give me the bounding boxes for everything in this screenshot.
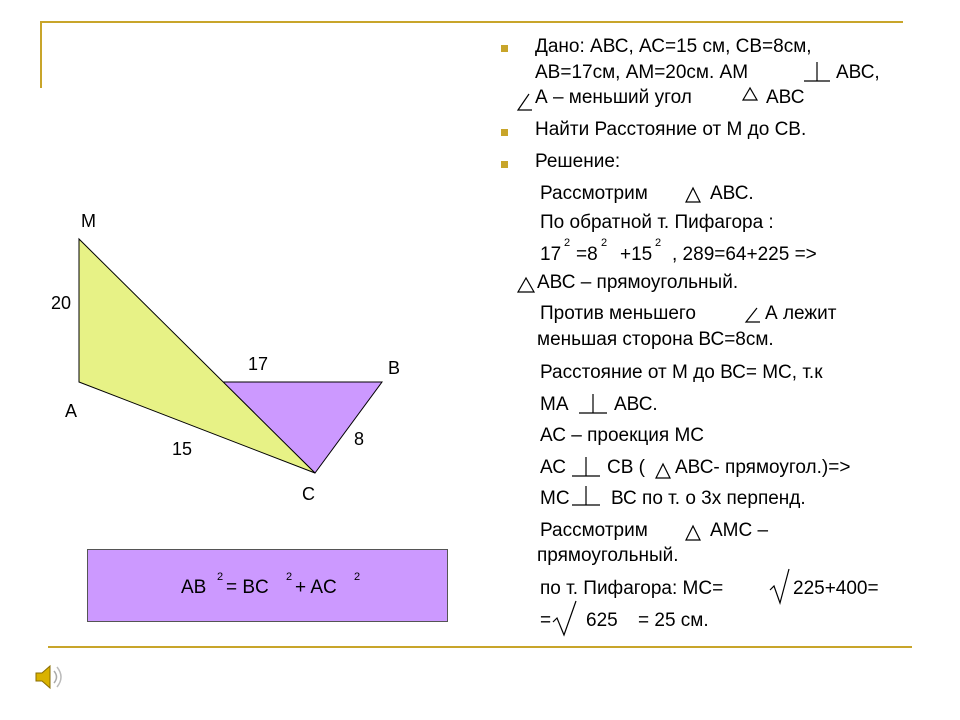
solution-mc-b: ВС по т. о 3х перпенд. xyxy=(611,488,806,509)
formula-ac: + AC xyxy=(295,577,337,598)
given-line-2a: АВ=17см, АМ=20см. АМ xyxy=(535,62,749,83)
vertex-label-a: A xyxy=(65,401,78,421)
formula-exp-3: 2 xyxy=(354,571,361,583)
triangle-symbol xyxy=(741,86,759,102)
solution-result-c: = 25 см. xyxy=(638,610,709,631)
angle-symbol xyxy=(743,306,761,324)
solution-inverse-pythagoras: По обратной т. Пифагора : xyxy=(540,212,774,233)
task-text: Найти Расстояние от М до СВ. xyxy=(535,119,807,140)
square-root-symbol xyxy=(552,600,578,638)
solution-ac-b: СВ ( xyxy=(607,457,645,478)
formula-bc: = BC xyxy=(226,577,269,598)
bullet-given xyxy=(501,45,508,52)
solution-result-a: = xyxy=(540,610,552,631)
solution-consider-1a: Рассмотрим xyxy=(540,183,648,204)
side-label-bc: 8 xyxy=(354,429,365,449)
solution-consider-1b: АВС. xyxy=(710,183,754,204)
solution-eq-exp-3: 2 xyxy=(655,237,662,249)
solution-ac-c: АВС- прямоугол.)=> xyxy=(675,457,851,478)
bullet-task xyxy=(501,129,508,136)
solution-smaller-side: меньшая сторона ВС=8см. xyxy=(537,329,774,350)
side-label-ac: 15 xyxy=(172,439,193,459)
given-line-2b: АВС, xyxy=(836,62,880,83)
triangle-symbol xyxy=(516,276,536,294)
solution-eq-exp-2: 2 xyxy=(601,237,608,249)
given-line-1: Дано: АВС, АС=15 см, СВ=8см, xyxy=(535,36,812,57)
solution-ac-a: АС xyxy=(540,457,566,478)
solution-right-triangle: АВС – прямоугольный. xyxy=(537,272,739,293)
formula-exp-2: 2 xyxy=(286,571,293,583)
triangle-symbol xyxy=(654,462,672,480)
formula-exp-1: 2 xyxy=(217,571,224,583)
solution-pythagoras-b: 225+400= xyxy=(793,578,879,599)
solution-opposite-b: А лежит xyxy=(765,303,837,324)
side-label-ab: 17 xyxy=(248,354,269,374)
solution-consider-2a: Рассмотрим xyxy=(540,520,648,541)
formula-box xyxy=(87,549,448,622)
square-root-symbol xyxy=(769,568,791,606)
vertex-label-m: M xyxy=(81,211,96,231)
side-label-am: 20 xyxy=(51,293,72,313)
angle-symbol xyxy=(515,92,533,112)
given-line-3b: АВС xyxy=(766,87,805,108)
triangle-amc xyxy=(79,239,315,473)
triangle-symbol xyxy=(684,186,702,204)
solution-projection: АС – проекция МС xyxy=(540,425,705,446)
triangle-symbol xyxy=(684,524,702,542)
solution-result-b: 625 xyxy=(586,610,618,631)
perpendicular-symbol xyxy=(802,60,832,84)
given-line-3a: А – меньший угол xyxy=(535,87,692,108)
solution-ma-a: МА xyxy=(540,394,569,415)
bullet-solution xyxy=(501,161,508,168)
solution-eq-17: 17 xyxy=(540,244,562,265)
solution-eq-15: +15 xyxy=(620,244,653,265)
solution-distance: Расстояние от М до ВС= МС, т.к xyxy=(540,362,823,383)
solution-eq-rest: , 289=64+225 => xyxy=(672,244,817,265)
vertex-label-c: C xyxy=(302,484,315,504)
perpendicular-symbol xyxy=(570,484,602,508)
solution-opposite-a: Против меньшего xyxy=(540,303,696,324)
perpendicular-symbol xyxy=(577,392,609,416)
speaker-icon[interactable] xyxy=(32,662,68,692)
solution-pythagoras-a: по т. Пифагора: МС= xyxy=(540,578,724,599)
solution-eq-8: =8 xyxy=(576,244,598,265)
vertex-label-b: B xyxy=(388,358,401,378)
solution-mc-a: МС xyxy=(540,488,570,509)
solution-ma-b: АВС. xyxy=(614,394,658,415)
solution-consider-2b: АМС – xyxy=(710,520,769,541)
solution-eq-exp-1: 2 xyxy=(564,237,571,249)
perpendicular-symbol xyxy=(570,455,602,479)
formula-ab: AB xyxy=(181,577,207,598)
solution-heading: Решение: xyxy=(535,151,621,172)
solution-right-2: прямоугольный. xyxy=(537,545,679,566)
